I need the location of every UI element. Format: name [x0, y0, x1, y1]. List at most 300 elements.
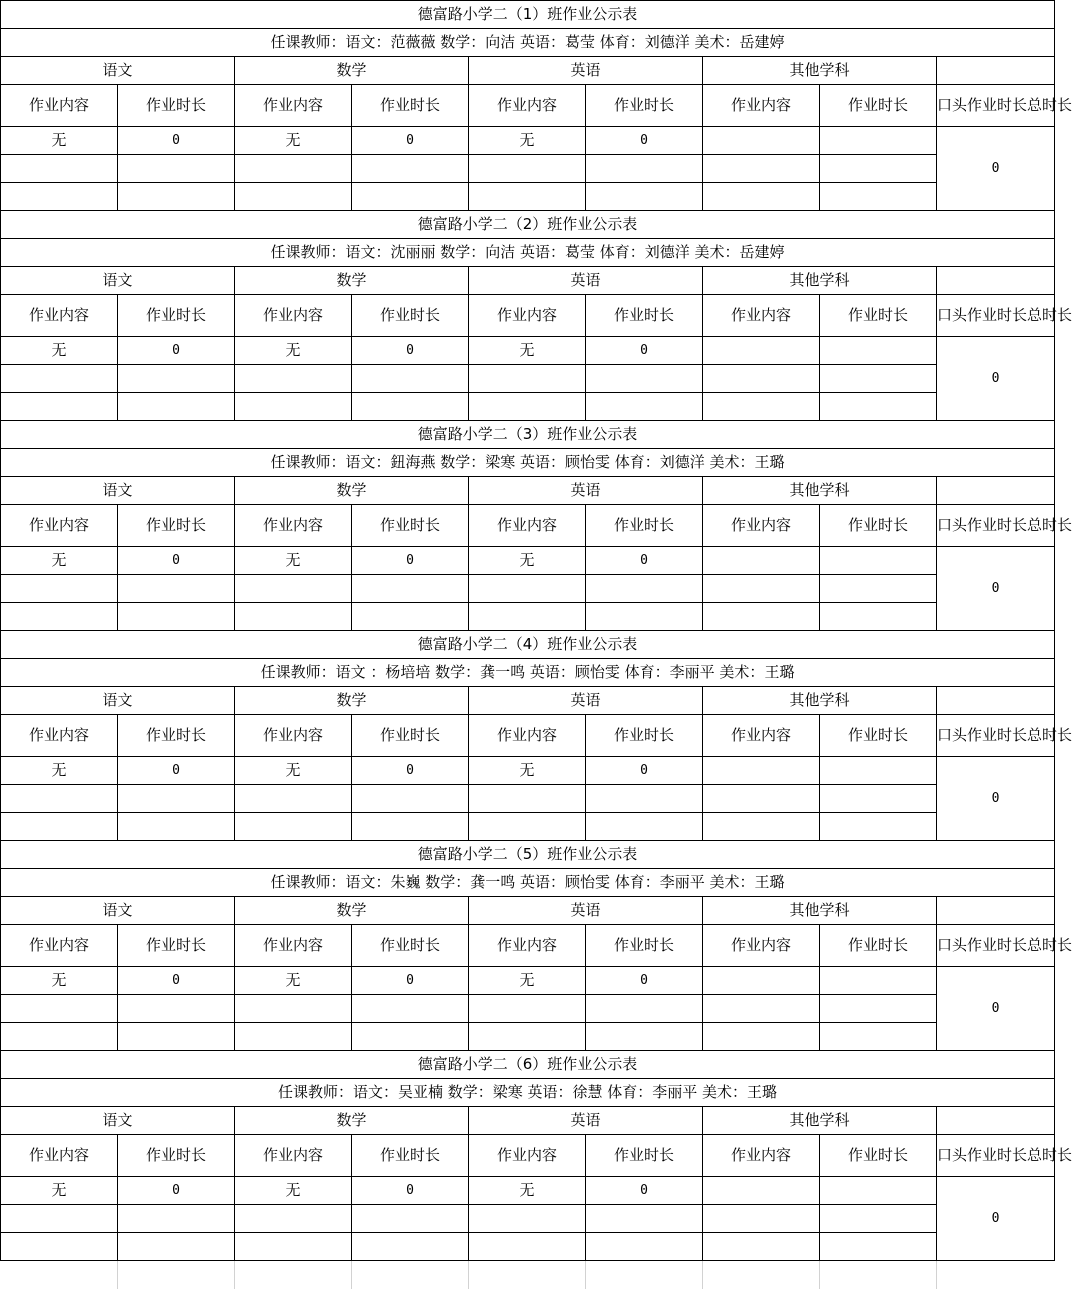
duration-cell [586, 995, 703, 1023]
content-header: 作业内容 [235, 295, 352, 337]
subject-header: 语文 [1, 57, 235, 85]
content-cell [703, 603, 820, 631]
content-cell [703, 785, 820, 813]
empty-corner-cell [937, 57, 1055, 85]
duration-cell: 0 [118, 547, 235, 575]
content-header: 作业内容 [469, 715, 586, 757]
empty-corner-cell [937, 267, 1055, 295]
content-header: 作业内容 [703, 715, 820, 757]
content-cell: 无 [1, 547, 118, 575]
title-row [1, 631, 1055, 659]
gridline [234, 1261, 235, 1289]
content-header: 作业内容 [469, 925, 586, 967]
duration-cell: 0 [352, 547, 469, 575]
subject-header: 语文 [1, 687, 235, 715]
duration-header: 作业时长 [586, 85, 703, 127]
duration-cell [820, 127, 937, 155]
duration-header: 作业时长 [352, 1135, 469, 1177]
content-cell: 无 [235, 757, 352, 785]
content-cell [235, 1023, 352, 1051]
subject-header: 英语 [469, 477, 703, 505]
duration-cell [352, 785, 469, 813]
table-row [1, 575, 1055, 603]
content-cell: 无 [1, 757, 118, 785]
subject-header: 其他学科 [703, 267, 937, 295]
duration-cell [820, 1205, 937, 1233]
table-row [1, 337, 1055, 365]
gridline [351, 1261, 352, 1289]
content-header: 作业内容 [235, 85, 352, 127]
subject-header: 语文 [1, 897, 235, 925]
duration-cell: 0 [118, 337, 235, 365]
content-cell [469, 155, 586, 183]
duration-cell [118, 183, 235, 211]
duration-cell [118, 575, 235, 603]
content-header: 作业内容 [1, 295, 118, 337]
content-cell: 无 [1, 127, 118, 155]
content-cell [703, 813, 820, 841]
teachers-row [1, 29, 1055, 57]
duration-cell [118, 785, 235, 813]
teachers-row [1, 449, 1055, 477]
duration-header: 作业时长 [118, 295, 235, 337]
content-cell [703, 183, 820, 211]
gridline [468, 1261, 469, 1289]
duration-header: 作业时长 [352, 295, 469, 337]
subject-header: 英语 [469, 687, 703, 715]
duration-cell [586, 785, 703, 813]
oral-total-cell: 0 [937, 1177, 1055, 1261]
duration-cell [586, 575, 703, 603]
content-cell [469, 1023, 586, 1051]
table-row [1, 155, 1055, 183]
duration-header: 作业时长 [586, 505, 703, 547]
content-cell [235, 575, 352, 603]
gridline [117, 1261, 118, 1289]
subject-header: 语文 [1, 1107, 235, 1135]
content-header: 作业内容 [703, 85, 820, 127]
class-table [0, 630, 1072, 841]
duration-header: 作业时长 [352, 715, 469, 757]
content-cell [703, 1205, 820, 1233]
content-cell [469, 785, 586, 813]
content-cell: 无 [1, 967, 118, 995]
content-cell [703, 365, 820, 393]
duration-cell [118, 155, 235, 183]
subject-header: 数学 [235, 1107, 469, 1135]
title-row [1, 1051, 1055, 1079]
duration-cell [352, 365, 469, 393]
content-header: 作业内容 [703, 1135, 820, 1177]
content-cell: 无 [469, 547, 586, 575]
duration-cell [586, 365, 703, 393]
subject-header: 其他学科 [703, 897, 937, 925]
subject-header: 数学 [235, 897, 469, 925]
subject-row [1, 897, 1055, 925]
table-row [1, 785, 1055, 813]
content-cell [469, 575, 586, 603]
content-cell [235, 393, 352, 421]
duration-cell [820, 365, 937, 393]
content-cell [235, 785, 352, 813]
subject-header: 数学 [235, 687, 469, 715]
content-cell [1, 1023, 118, 1051]
column-header-row [1, 295, 1055, 337]
teachers-line: 任课教师：语文：吴亚楠 数学：梁寒 英语：徐慧 体育：李丽平 美术：王璐 [1, 1079, 1055, 1107]
content-cell [469, 995, 586, 1023]
content-cell: 无 [469, 757, 586, 785]
duration-cell [586, 155, 703, 183]
gridline [936, 1261, 937, 1289]
content-cell [703, 337, 820, 365]
oral-total-cell: 0 [937, 547, 1055, 631]
class-table [0, 420, 1072, 631]
duration-cell: 0 [586, 967, 703, 995]
duration-cell [352, 183, 469, 211]
subject-row [1, 267, 1055, 295]
class-table [0, 1050, 1072, 1261]
teachers-line: 任课教师：语文：鈕海燕 数学：梁寒 英语：顾怡雯 体育：刘德洋 美术：王璐 [1, 449, 1055, 477]
duration-cell [820, 155, 937, 183]
duration-cell [820, 757, 937, 785]
content-cell [1, 603, 118, 631]
gridline [819, 1261, 820, 1289]
duration-cell [820, 603, 937, 631]
column-header-row [1, 715, 1055, 757]
class-title: 德富路小学二（1）班作业公示表 [1, 1, 1055, 29]
empty-corner-cell [937, 897, 1055, 925]
table-row [1, 813, 1055, 841]
subject-header: 其他学科 [703, 477, 937, 505]
duration-cell [820, 183, 937, 211]
duration-cell: 0 [352, 337, 469, 365]
content-cell [235, 155, 352, 183]
content-header: 作业内容 [235, 715, 352, 757]
title-row [1, 1, 1055, 29]
oral-total-cell: 0 [937, 967, 1055, 1051]
content-cell: 无 [469, 337, 586, 365]
content-cell [235, 1205, 352, 1233]
content-header: 作业内容 [469, 295, 586, 337]
content-cell: 无 [235, 127, 352, 155]
duration-cell [820, 785, 937, 813]
content-cell [469, 603, 586, 631]
subject-header: 其他学科 [703, 687, 937, 715]
gridline [585, 1261, 586, 1289]
content-cell [469, 365, 586, 393]
duration-cell [586, 1205, 703, 1233]
teachers-line: 任课教师：语文：沈丽丽 数学：向洁 英语：葛莹 体育：刘德洋 美术：岳建婷 [1, 239, 1055, 267]
content-cell [1, 155, 118, 183]
duration-header: 作业时长 [820, 925, 937, 967]
content-cell [235, 603, 352, 631]
duration-cell: 0 [352, 1177, 469, 1205]
class-title: 德富路小学二（4）班作业公示表 [1, 631, 1055, 659]
duration-cell: 0 [118, 967, 235, 995]
content-cell [703, 995, 820, 1023]
teachers-row [1, 239, 1055, 267]
table-row [1, 183, 1055, 211]
content-cell [469, 813, 586, 841]
table-row [1, 1205, 1055, 1233]
duration-cell: 0 [586, 127, 703, 155]
subject-row [1, 1107, 1055, 1135]
content-header: 作业内容 [469, 85, 586, 127]
teachers-row [1, 659, 1055, 687]
duration-header: 作业时长 [352, 925, 469, 967]
subject-header: 数学 [235, 57, 469, 85]
duration-cell [586, 183, 703, 211]
table-row [1, 603, 1055, 631]
class-title: 德富路小学二（2）班作业公示表 [1, 211, 1055, 239]
title-row [1, 421, 1055, 449]
content-cell [1, 813, 118, 841]
duration-cell [352, 813, 469, 841]
content-cell [235, 995, 352, 1023]
duration-cell [586, 1023, 703, 1051]
duration-cell [820, 393, 937, 421]
content-cell [703, 1233, 820, 1261]
subject-header: 英语 [469, 1107, 703, 1135]
duration-cell: 0 [586, 757, 703, 785]
class-title: 德富路小学二（3）班作业公示表 [1, 421, 1055, 449]
duration-header: 作业时长 [118, 715, 235, 757]
content-header: 作业内容 [1, 925, 118, 967]
oral-total-cell: 0 [937, 127, 1055, 211]
duration-cell [352, 1233, 469, 1261]
content-cell [703, 575, 820, 603]
column-header-row [1, 505, 1055, 547]
content-cell: 无 [235, 967, 352, 995]
content-cell [469, 1205, 586, 1233]
subject-row [1, 687, 1055, 715]
duration-cell [820, 575, 937, 603]
duration-header: 作业时长 [352, 85, 469, 127]
duration-cell [118, 1023, 235, 1051]
duration-cell [586, 603, 703, 631]
content-cell [469, 1233, 586, 1261]
duration-header: 作业时长 [118, 1135, 235, 1177]
oral-total-header: 口头作业时长总时长 [937, 85, 1055, 127]
duration-cell [586, 813, 703, 841]
duration-cell [118, 1205, 235, 1233]
duration-cell: 0 [586, 547, 703, 575]
content-header: 作业内容 [469, 505, 586, 547]
duration-cell [352, 393, 469, 421]
content-header: 作业内容 [235, 925, 352, 967]
content-cell [469, 393, 586, 421]
duration-cell [352, 1023, 469, 1051]
duration-header: 作业时长 [118, 85, 235, 127]
duration-cell [352, 603, 469, 631]
column-header-row [1, 85, 1055, 127]
duration-header: 作业时长 [352, 505, 469, 547]
subject-row [1, 57, 1055, 85]
duration-cell [118, 603, 235, 631]
content-header: 作业内容 [469, 1135, 586, 1177]
duration-cell [820, 967, 937, 995]
subject-header: 英语 [469, 57, 703, 85]
table-row [1, 547, 1055, 575]
duration-cell: 0 [352, 127, 469, 155]
duration-header: 作业时长 [586, 295, 703, 337]
content-cell: 无 [469, 967, 586, 995]
subject-header: 英语 [469, 897, 703, 925]
content-cell [1, 575, 118, 603]
content-header: 作业内容 [235, 505, 352, 547]
oral-total-header: 口头作业时长总时长 [937, 715, 1055, 757]
subject-row [1, 477, 1055, 505]
content-cell [235, 813, 352, 841]
duration-cell [118, 1233, 235, 1261]
duration-cell [118, 813, 235, 841]
teachers-line: 任课教师：语文 ：杨培培 数学：龚一鸣 英语：顾怡雯 体育：李丽平 美术：王璐 [1, 659, 1055, 687]
sheet-gridline-tail [0, 1261, 1054, 1289]
subject-header: 英语 [469, 267, 703, 295]
duration-cell: 0 [118, 757, 235, 785]
duration-cell [820, 1233, 937, 1261]
class-table [0, 210, 1072, 421]
content-header: 作业内容 [1, 505, 118, 547]
table-row [1, 1023, 1055, 1051]
duration-header: 作业时长 [586, 925, 703, 967]
oral-total-header: 口头作业时长总时长 [937, 925, 1055, 967]
duration-cell: 0 [118, 1177, 235, 1205]
subject-header: 其他学科 [703, 57, 937, 85]
teachers-line: 任课教师：语文：朱巍 数学：龚一鸣 英语：顾怡雯 体育：李丽平 美术：王璐 [1, 869, 1055, 897]
content-cell [469, 183, 586, 211]
table-row [1, 365, 1055, 393]
duration-header: 作业时长 [820, 295, 937, 337]
duration-header: 作业时长 [118, 925, 235, 967]
content-cell [1, 785, 118, 813]
table-row [1, 757, 1055, 785]
duration-cell: 0 [352, 757, 469, 785]
class-title: 德富路小学二（5）班作业公示表 [1, 841, 1055, 869]
oral-total-header: 口头作业时长总时长 [937, 1135, 1055, 1177]
class-table [0, 840, 1072, 1051]
class-table [0, 0, 1072, 211]
table-row [1, 967, 1055, 995]
content-cell [703, 757, 820, 785]
duration-cell [118, 393, 235, 421]
empty-corner-cell [937, 687, 1055, 715]
table-row [1, 1233, 1055, 1261]
duration-cell [352, 155, 469, 183]
content-cell: 无 [1, 1177, 118, 1205]
table-row [1, 393, 1055, 421]
subject-header: 语文 [1, 267, 235, 295]
column-header-row [1, 925, 1055, 967]
subject-header: 其他学科 [703, 1107, 937, 1135]
duration-cell [820, 995, 937, 1023]
gridline [702, 1261, 703, 1289]
content-cell [703, 1177, 820, 1205]
content-cell [703, 967, 820, 995]
table-row [1, 995, 1055, 1023]
content-cell [235, 183, 352, 211]
class-title: 德富路小学二（6）班作业公示表 [1, 1051, 1055, 1079]
content-cell [1, 183, 118, 211]
content-cell [1, 393, 118, 421]
duration-header: 作业时长 [118, 505, 235, 547]
oral-total-cell: 0 [937, 337, 1055, 421]
duration-cell [820, 813, 937, 841]
teachers-line: 任课教师：语文：范薇薇 数学：向洁 英语：葛莹 体育：刘德洋 美术：岳建婷 [1, 29, 1055, 57]
duration-cell: 0 [352, 967, 469, 995]
title-row [1, 841, 1055, 869]
content-cell [1, 1233, 118, 1261]
duration-cell [820, 337, 937, 365]
empty-corner-cell [937, 1107, 1055, 1135]
content-cell: 无 [235, 337, 352, 365]
title-row [1, 211, 1055, 239]
content-cell: 无 [1, 337, 118, 365]
subject-header: 数学 [235, 267, 469, 295]
duration-header: 作业时长 [820, 1135, 937, 1177]
duration-cell [586, 393, 703, 421]
content-cell [703, 393, 820, 421]
content-cell: 无 [235, 1177, 352, 1205]
content-cell: 无 [469, 1177, 586, 1205]
content-cell: 无 [235, 547, 352, 575]
content-cell [235, 1233, 352, 1261]
content-header: 作业内容 [235, 1135, 352, 1177]
teachers-row [1, 1079, 1055, 1107]
content-cell [1, 1205, 118, 1233]
content-header: 作业内容 [1, 85, 118, 127]
content-cell [235, 365, 352, 393]
duration-header: 作业时长 [586, 715, 703, 757]
oral-total-header: 口头作业时长总时长 [937, 295, 1055, 337]
content-header: 作业内容 [703, 295, 820, 337]
column-header-row [1, 1135, 1055, 1177]
content-cell [1, 995, 118, 1023]
teachers-row [1, 869, 1055, 897]
duration-cell [352, 995, 469, 1023]
duration-cell: 0 [586, 1177, 703, 1205]
duration-cell [820, 547, 937, 575]
duration-cell [820, 1023, 937, 1051]
duration-cell: 0 [118, 127, 235, 155]
duration-header: 作业时长 [586, 1135, 703, 1177]
subject-header: 数学 [235, 477, 469, 505]
duration-header: 作业时长 [820, 715, 937, 757]
duration-cell [586, 1233, 703, 1261]
table-row [1, 127, 1055, 155]
subject-header: 语文 [1, 477, 235, 505]
duration-header: 作业时长 [820, 505, 937, 547]
oral-total-header: 口头作业时长总时长 [937, 505, 1055, 547]
duration-cell: 0 [586, 337, 703, 365]
content-cell [703, 127, 820, 155]
content-header: 作业内容 [703, 925, 820, 967]
empty-corner-cell [937, 477, 1055, 505]
content-header: 作业内容 [1, 715, 118, 757]
content-cell [703, 547, 820, 575]
oral-total-cell: 0 [937, 757, 1055, 841]
content-cell: 无 [469, 127, 586, 155]
duration-header: 作业时长 [820, 85, 937, 127]
duration-cell [118, 995, 235, 1023]
duration-cell [820, 1177, 937, 1205]
content-header: 作业内容 [1, 1135, 118, 1177]
content-cell [703, 1023, 820, 1051]
duration-cell [352, 1205, 469, 1233]
table-row [1, 1177, 1055, 1205]
content-cell [1, 365, 118, 393]
duration-cell [118, 365, 235, 393]
